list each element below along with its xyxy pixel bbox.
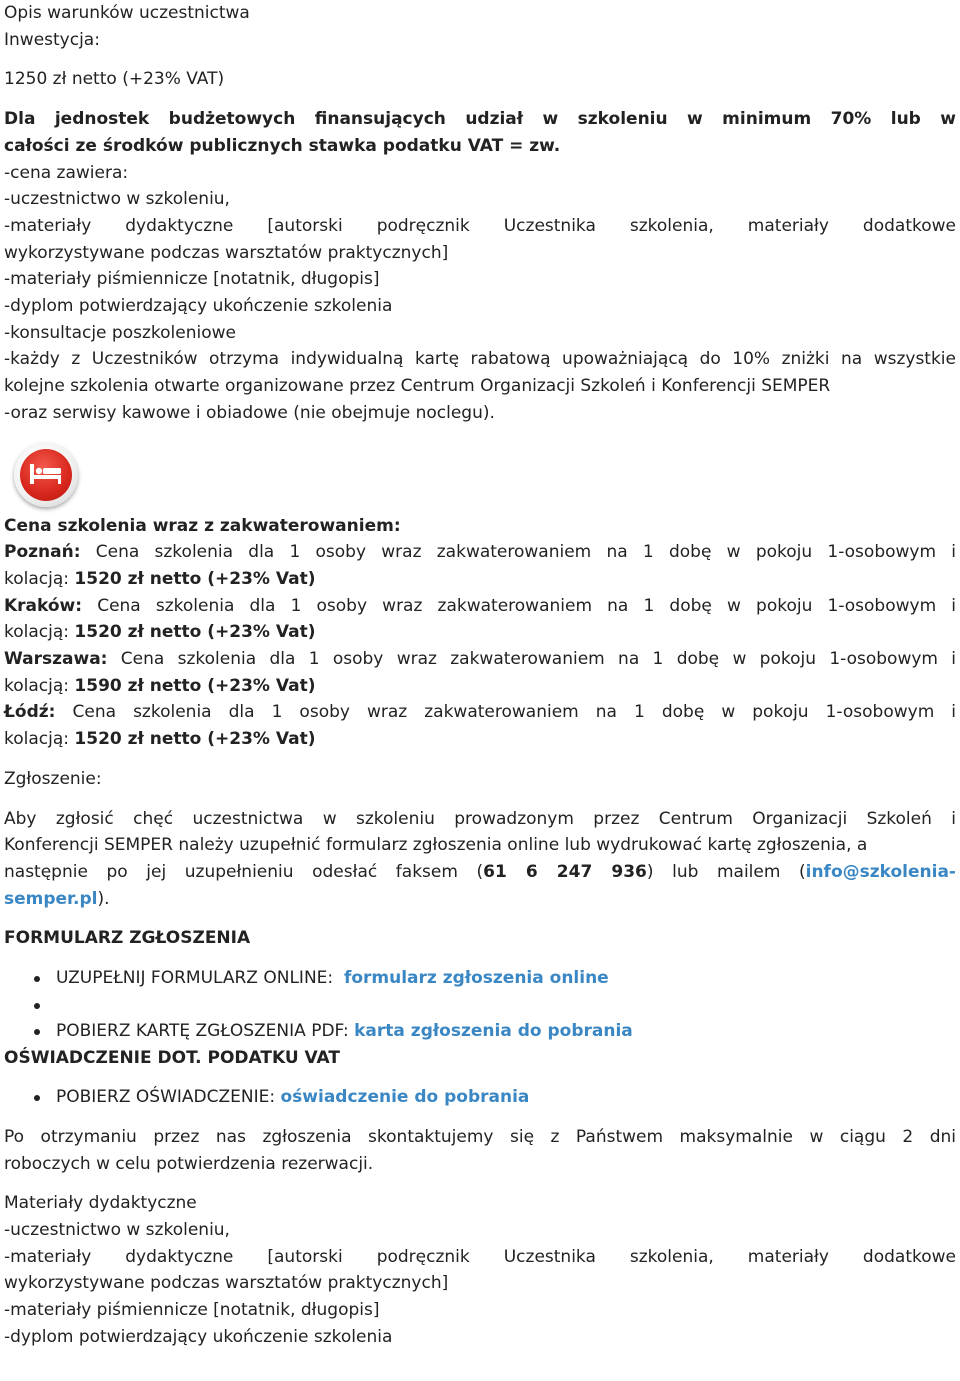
kolacja-label: kolacją: — [4, 729, 69, 750]
includes-item: -materiały dydaktyczne [autorski podręcznik Uczestnika szkolenia, materiały dodatkowe — [4, 215, 956, 236]
list-item — [34, 1018, 956, 1045]
email-link[interactable]: info@szkolenia- — [805, 861, 956, 882]
materials-item-cont: wykorzystywane podczas warsztatów praktycznych] — [4, 1273, 449, 1294]
materials-list — [4, 1190, 956, 1350]
vat-statement-heading: OŚWIADCZENIE DOT. PODATKU VAT — [4, 1047, 340, 1068]
vat-statement-label: POBIERZ OŚWIADCZENIE: — [56, 1087, 276, 1108]
accommodation-title: Cena szkolenia wraz z zakwaterowaniem: — [4, 515, 401, 536]
city-price: 1520 zł netto (+23% Vat) — [74, 622, 316, 643]
kolacja-label: kolacją: — [4, 675, 69, 696]
city-name: Łódź: — [4, 702, 56, 723]
materials-item: -dyplom potwierdzający ukończenie szkolenia — [4, 1326, 393, 1347]
email-link-cont[interactable]: semper.pl — [4, 888, 98, 909]
materials-item: -uczestnictwo w szkoleniu, — [4, 1220, 230, 1241]
online-form-link[interactable]: formularz zgłoszenia online — [343, 968, 609, 989]
city-name: Poznań: — [4, 542, 81, 563]
includes-item: -oraz serwisy kawowe i obiadowe (nie obejmuje noclegu). — [4, 402, 495, 423]
vat-note-line2: całości ze środków publicznych stawka podatku VAT = zw. — [4, 135, 561, 156]
city-name: Warszawa: — [4, 649, 108, 670]
city-price: 1520 zł netto (+23% Vat) — [74, 568, 316, 589]
city-desc: Cena szkolenia dla 1 osoby wraz zakwaterowaniem na 1 dobę w pokoju 1-osobowym i — [120, 649, 957, 670]
materials-item: -materiały dydaktyczne [autorski podręcznik Uczestnika szkolenia, materiały dodatkowe — [4, 1246, 956, 1267]
materials-item: -materiały piśmiennicze [notatnik, długopis] — [4, 1300, 380, 1321]
accommodation-city — [4, 699, 956, 752]
form-list — [4, 965, 956, 1044]
kolacja-label: kolacją: — [4, 622, 69, 643]
confirmation-line2: roboczych w celu potwierdzenia rezerwacji. — [4, 1153, 374, 1174]
vat-statement-link[interactable]: oświadczenie do pobrania — [280, 1087, 530, 1108]
accommodation-city — [4, 593, 956, 646]
includes-item: -każdy z Uczestników otrzyma indywidualną kartę rabatową upoważniającą do 10% zniżki na wszystkie — [4, 349, 956, 370]
list-item — [34, 1084, 956, 1111]
includes-item-cont: wykorzystywane podczas warsztatów praktycznych] — [4, 242, 449, 263]
includes-item: -materiały piśmiennicze [notatnik, długopis] — [4, 269, 380, 290]
city-price: 1590 zł netto (+23% Vat) — [74, 675, 316, 696]
accommodation-city — [4, 646, 956, 699]
bed-icon — [14, 443, 78, 507]
form-heading: FORMULARZ ZGŁOSZENIA — [4, 928, 251, 949]
investment-label: Inwestycja: — [4, 29, 100, 50]
city-desc: Cena szkolenia dla 1 osoby wraz zakwaterowaniem na 1 dobę w pokoju 1-osobowym i — [72, 702, 957, 723]
registration-label: Zgłoszenie: — [4, 768, 102, 789]
confirmation-line1: Po otrzymaniu przez nas zgłoszenia skontaktujemy się z Państwem maksymalnie w ciągu 2 dni — [4, 1126, 956, 1147]
includes-item: -uczestnictwo w szkoleniu, — [4, 189, 230, 210]
city-name: Kraków: — [4, 595, 83, 616]
section-title: Opis warunków uczestnictwa — [4, 3, 250, 23]
includes-header: -cena zawiera: — [4, 162, 129, 183]
includes-item: -konsultacje poszkoleniowe — [4, 322, 236, 343]
registration-text: Aby zgłosić chęć uczestnictwa w szkoleniu prowadzonym przez Centrum Organizacji Szkoleń i Konferencji SEMPER należy uzupełnić formularz zgłoszenia online lub wydrukować kartę zgłoszenia, a następnie po jej uzupełnieniu odesłać faksem (61 6 247 936) lub mailem (info@szkolenia- semper.pl). — [4, 808, 956, 909]
includes-item: -dyplom potwierdzający ukończenie szkolenia — [4, 296, 393, 317]
kolacja-label: kolacją: — [4, 568, 69, 589]
pdf-form-label: POBIERZ KARTĘ ZGŁOSZENIA PDF: — [56, 1020, 349, 1041]
pdf-form-link[interactable]: karta zgłoszenia do pobrania — [354, 1020, 633, 1041]
fax-number: 61 6 247 936 — [483, 861, 647, 882]
city-desc: Cena szkolenia dla 1 osoby wraz zakwaterowaniem na 1 dobę w pokoju 1-osobowym i — [97, 595, 957, 616]
includes-item-cont: kolejne szkolenia otwarte organizowane przez Centrum Organizacji Szkoleń i Konferencji SEMPER — [4, 376, 831, 397]
city-desc: Cena szkolenia dla 1 osoby wraz zakwaterowaniem na 1 dobę w pokoju 1-osobowym i — [95, 542, 957, 563]
accommodation-city — [4, 539, 956, 592]
online-form-label: UZUPEŁNIJ FORMULARZ ONLINE: — [56, 968, 334, 989]
list-item — [34, 965, 956, 992]
price: 1250 zł netto (+23% VAT) — [4, 69, 225, 90]
city-price: 1520 zł netto (+23% Vat) — [74, 729, 316, 750]
vat-note-line1: Dla jednostek budżetowych finansujących udział w szkoleniu w minimum 70% lub w — [4, 109, 956, 130]
vat-statement-list — [4, 1084, 956, 1111]
materials-header: Materiały dydaktyczne — [4, 1193, 197, 1214]
includes-list — [4, 160, 956, 427]
